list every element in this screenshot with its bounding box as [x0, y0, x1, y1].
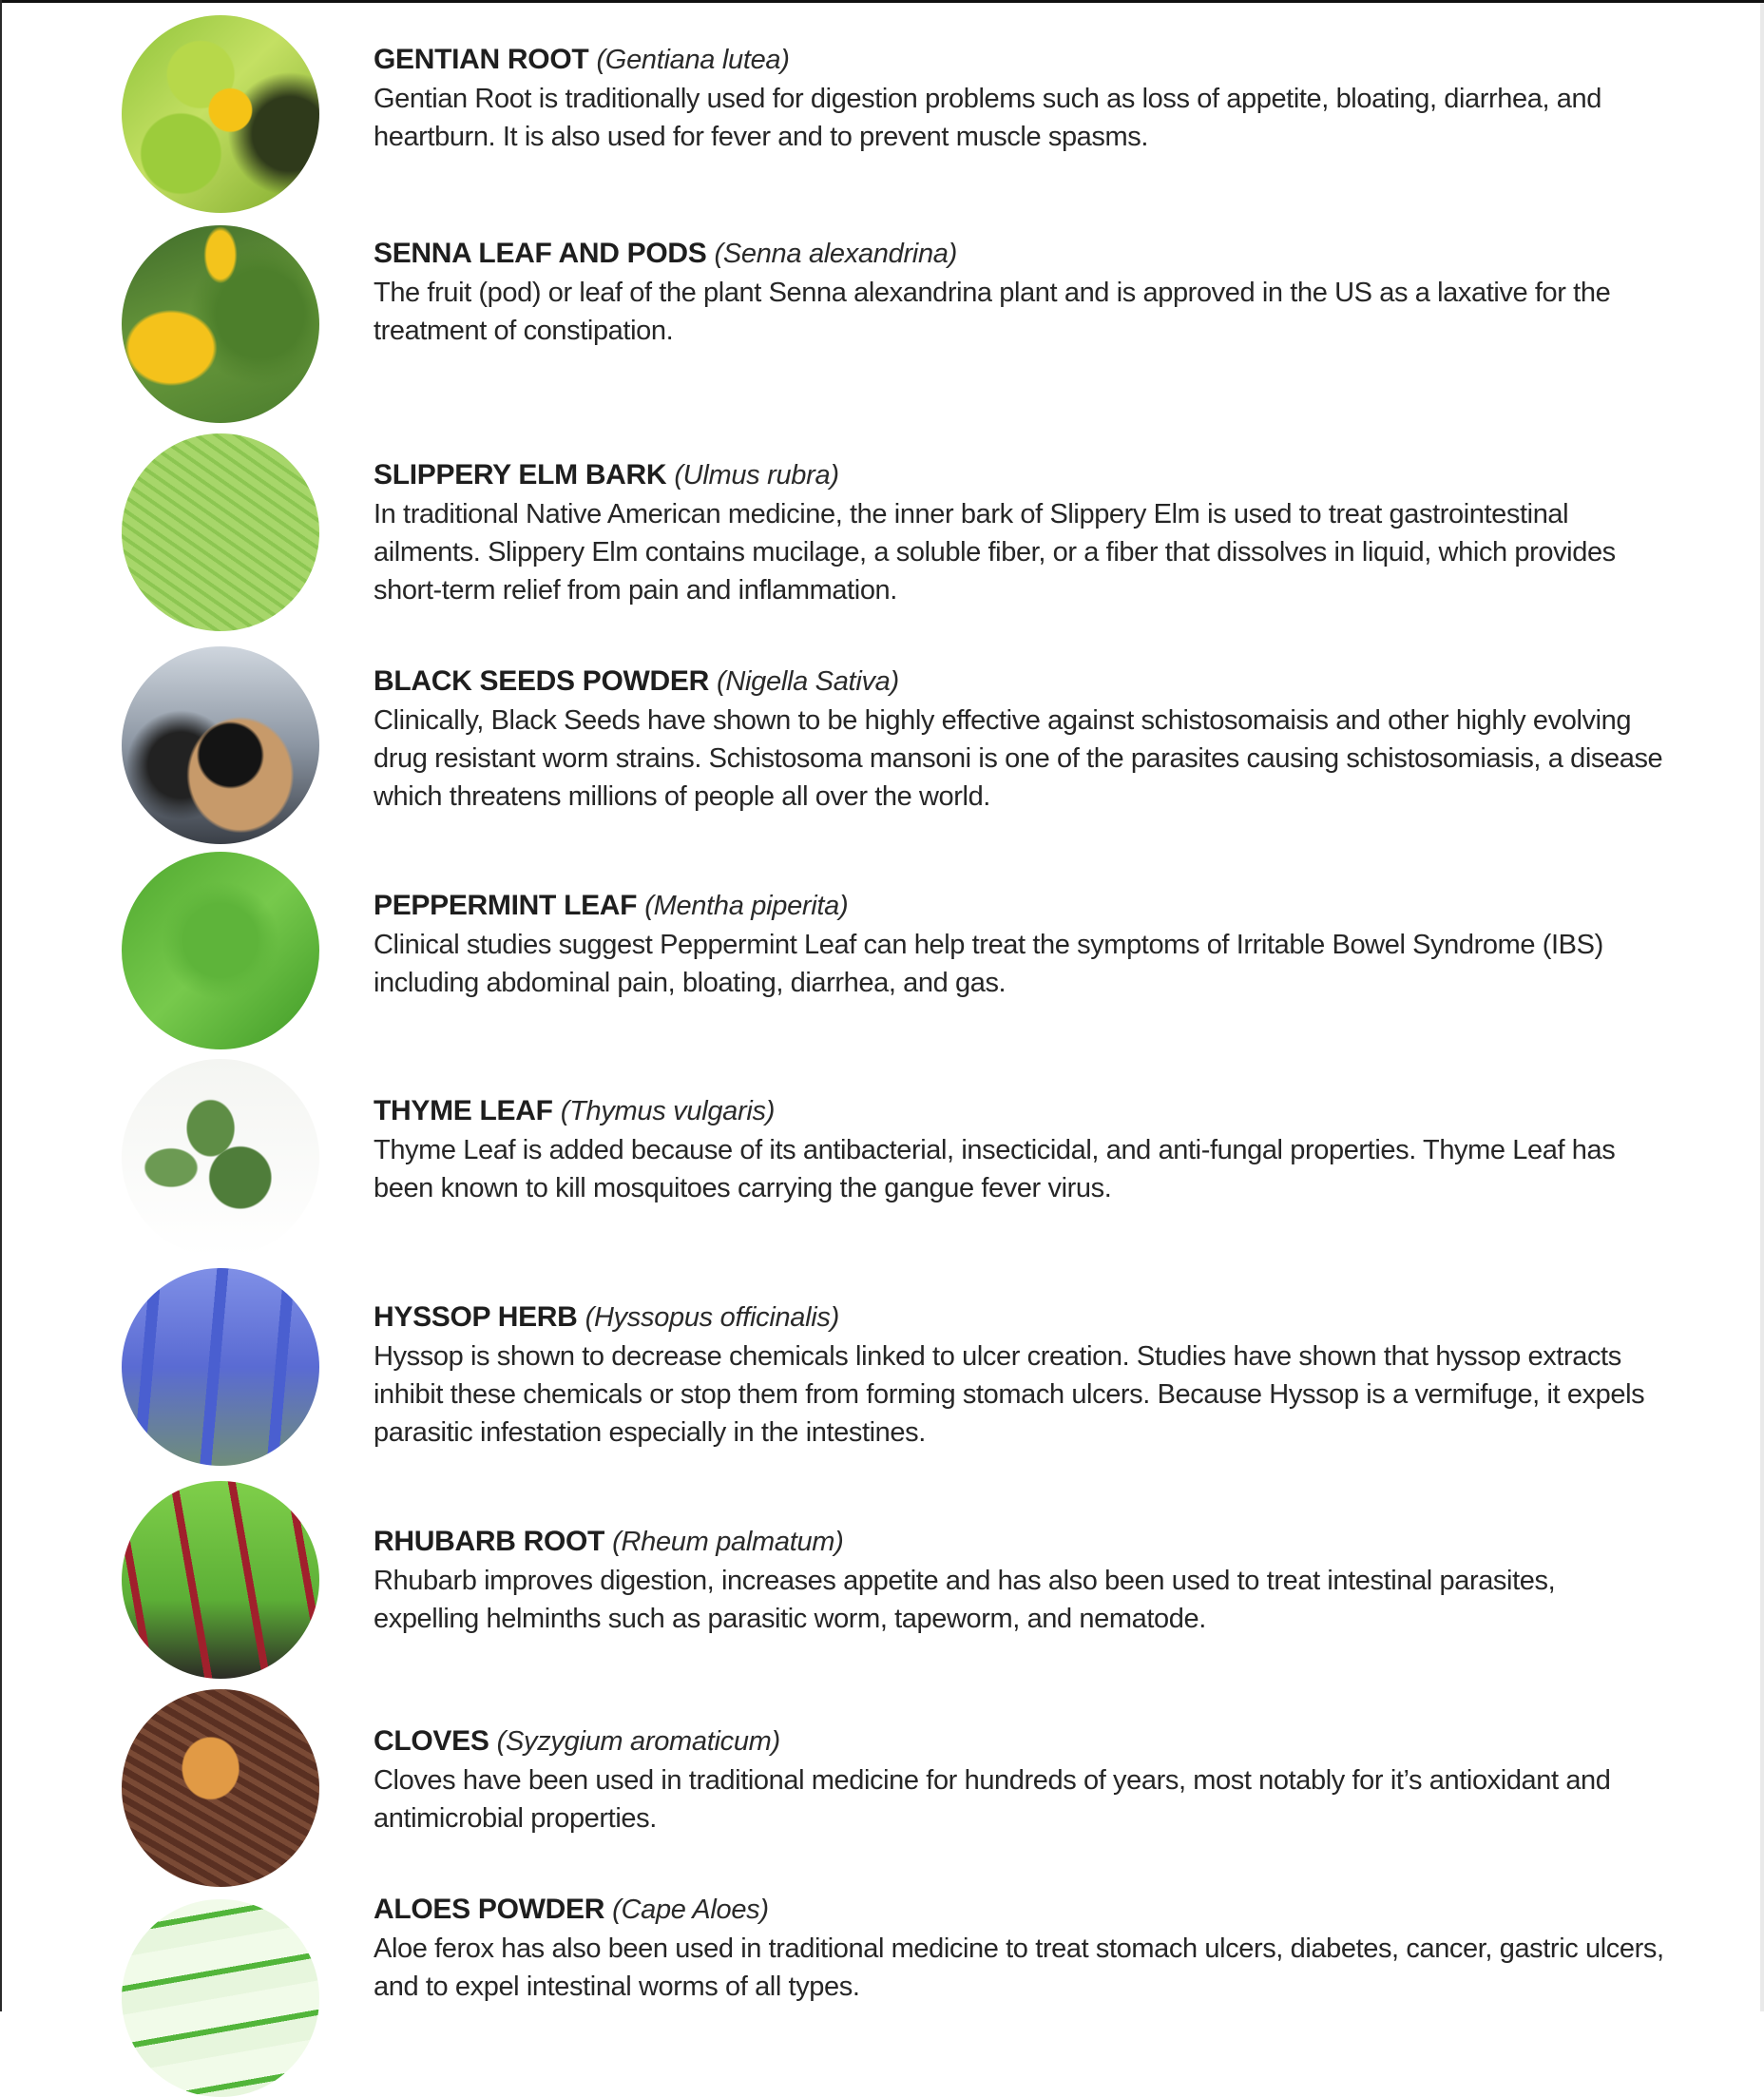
ingredient-description: The fruit (pod) or leaf of the plant Senna alexandrina plant and is approved in the US as a laxative for the treatment of constipation. [374, 278, 1611, 346]
ingredient-description: Clinically, Black Seeds have shown to be highly effective against schistosomaisis and other highly evolving drug resistant worm strains. Schistosoma mansoni is one of the parasites causing schistosomiasis, a disease which threatens millions of people all over the world. [374, 705, 1663, 812]
ingredient-description: Clinical studies suggest Peppermint Leaf can help treat the symptoms of Irritable Bowel Syndrome (IBS) including abdominal pain, bloating, diarrhea, and gas. [374, 930, 1603, 998]
ingredient-heading [374, 42, 1666, 78]
ingredient-latin-name: (Mentha piperita) [644, 891, 849, 921]
ingredient-latin-name: (Ulmus rubra) [674, 460, 839, 491]
ingredient-latin-name: (Rheum palmatum) [612, 1527, 844, 1557]
ingredient-name: HYSSOP HERB [374, 1301, 578, 1333]
ingredient-name: CLOVES [374, 1725, 489, 1757]
aloe-powder-image [122, 1899, 319, 2097]
ingredient-name: SENNA LEAF AND PODS [374, 238, 707, 269]
ingredient-description: Hyssop is shown to decrease chemicals linked to ulcer creation. Studies have shown that hyssop extracts inhibit these chemicals or stop them from forming stomach ulcers. Because Hyssop is a vermifuge, it expels parasitic infestation especially in the intestines. [374, 1341, 1645, 1448]
ingredient-description: Gentian Root is traditionally used for digestion problems such as loss of appetite, bloating, diarrhea, and heartburn. It is also used for fever and to prevent muscle spasms. [374, 84, 1601, 152]
right-scroll-edge [1760, 3, 1764, 2011]
ingredient-description: In traditional Native American medicine, the inner bark of Slippery Elm is used to treat gastrointestinal ailments. Slippery Elm contains mucilage, a soluble fiber, or a fiber that dissolves in liquid, which provides short-term relief from pain and inflammation. [374, 499, 1616, 606]
hyssop-herb-image [122, 1268, 319, 1466]
ingredient-name: BLACK SEEDS POWDER [374, 665, 709, 697]
ingredient-name: RHUBARB ROOT [374, 1526, 605, 1557]
ingredient-latin-name: (Gentiana lutea) [596, 45, 790, 75]
ingredient-description: Thyme Leaf is added because of its antibacterial, insecticidal, and anti-fungal properties. Thyme Leaf has been known to kill mosquitoes carrying the gangue fever virus. [374, 1135, 1616, 1203]
ingredient-description: Aloe ferox has also been used in traditional medicine to treat stomach ulcers, diabetes, cancer, gastric ulcers, and to expel intestinal worms of all types. [374, 1933, 1664, 2002]
ingredient-heading [374, 457, 1666, 493]
black-seeds-image [122, 646, 319, 844]
ingredient-heading [374, 1093, 1666, 1129]
ingredient-latin-name: (Hyssopus officinalis) [585, 1302, 839, 1333]
ingredient-name: THYME LEAF [374, 1095, 553, 1126]
rhubarb-root-image [122, 1481, 319, 1679]
peppermint-leaf-image [122, 852, 319, 1049]
ingredient-latin-name: (Thymus vulgaris) [560, 1096, 776, 1126]
ingredient-latin-name: (Nigella Sativa) [717, 666, 899, 697]
ingredient-description: Rhubarb improves digestion, increases appetite and has also been used to treat intestinal parasites, expelling helminths such as parasitic worm, tapeworm, and nematode. [374, 1566, 1556, 1634]
ingredient-latin-name: (Senna alexandrina) [714, 239, 957, 269]
thyme-leaf-image [122, 1059, 319, 1257]
slippery-elm-image [122, 433, 319, 631]
gentian-root-image [122, 15, 319, 213]
ingredient-heading [374, 1299, 1666, 1336]
ingredient-name: PEPPERMINT LEAF [374, 890, 638, 921]
ingredient-heading [374, 1524, 1666, 1560]
ingredient-name: SLIPPERY ELM BARK [374, 459, 667, 491]
ingredient-name: GENTIAN ROOT [374, 44, 589, 75]
ingredient-description: Cloves have been used in traditional medicine for hundreds of years, most notably for it’s antioxidant and antimicrobial properties. [374, 1765, 1611, 1834]
top-window-edge [0, 0, 1764, 3]
ingredient-heading [374, 664, 1666, 700]
ingredient-latin-name: (Cape Aloes) [612, 1895, 769, 1925]
ingredient-heading [374, 236, 1666, 272]
ingredient-heading [374, 888, 1666, 924]
left-window-edge [0, 0, 2, 2011]
ingredient-heading [374, 1723, 1666, 1760]
ingredient-latin-name: (Syzygium aromaticum) [496, 1726, 780, 1757]
senna-leaf-image [122, 225, 319, 423]
ingredient-name: ALOES POWDER [374, 1894, 605, 1925]
cloves-image [122, 1689, 319, 1887]
ingredient-heading [374, 1892, 1666, 1928]
